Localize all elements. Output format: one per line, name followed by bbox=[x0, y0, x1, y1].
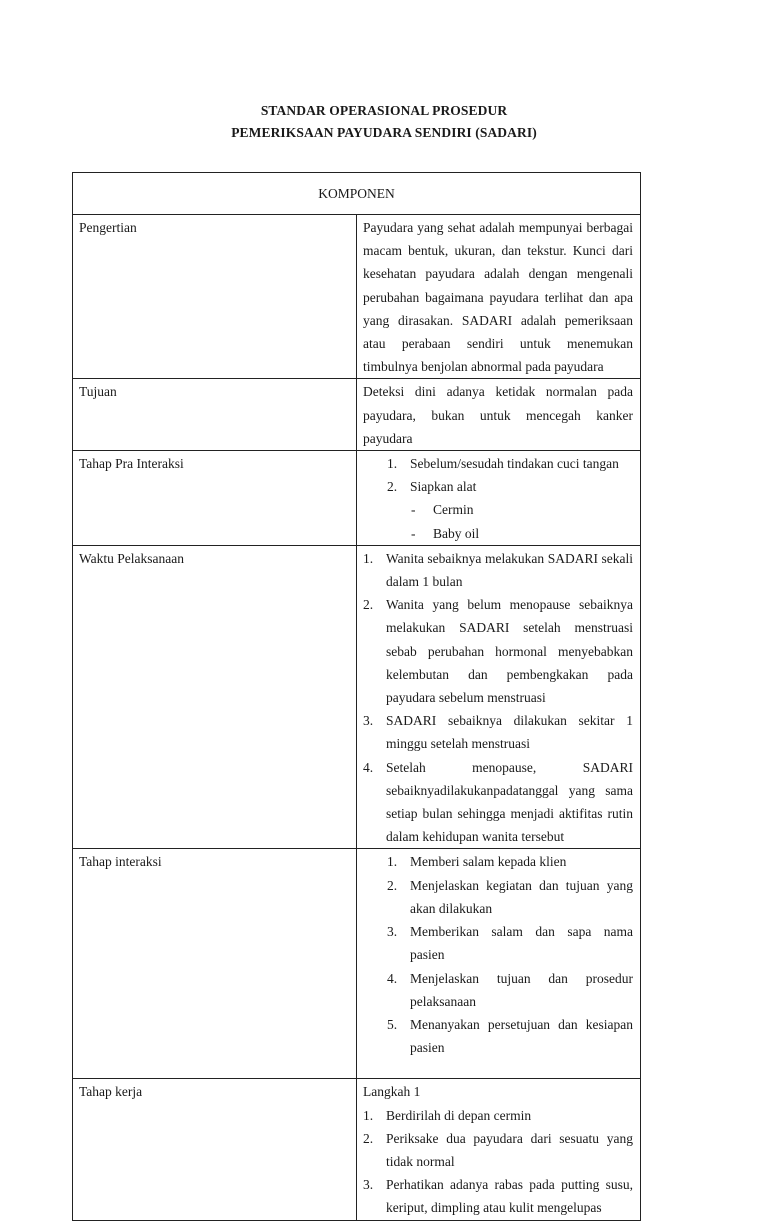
list-text: Menjelaskan tujuan dan prosedur pelaksanaan bbox=[410, 970, 633, 1009]
row-content: Deteksi dini adanya ketidak normalan pada payudara, bukan untuk mencegah kanker payudara bbox=[357, 379, 641, 451]
list-number: 2. bbox=[387, 877, 398, 893]
list-number: 3. bbox=[363, 1177, 374, 1193]
list-number: 4. bbox=[387, 970, 398, 986]
row-label: Tujuan bbox=[73, 379, 357, 451]
spacer bbox=[363, 1059, 633, 1078]
list-item bbox=[363, 709, 633, 755]
document-subtitle: PEMERIKSAAN PAYUDARA SENDIRI (SADARI) bbox=[231, 125, 537, 140]
list-number: 1. bbox=[387, 854, 398, 870]
list-item bbox=[363, 1013, 633, 1059]
list-number: 3. bbox=[387, 924, 398, 940]
table-row-pengertian bbox=[73, 215, 641, 379]
list-number: 5. bbox=[387, 1016, 398, 1032]
row-content: Payudara yang sehat adalah mempunyai berbagai macam bentuk, ukuran, dan tekstur. Kunci dari kesehatan payudara adalah dengan mengenali perubahan bagaimana payudara terlihat dan apa yang dirasakan. SADARI adalah pemeriksaan atau perabaan sendiri untuk menemukan timbulnya benjolan abnormal pada payudara bbox=[357, 215, 641, 379]
list-number: 3. bbox=[363, 713, 374, 729]
sub-list-item bbox=[363, 498, 633, 521]
table-row-tujuan bbox=[73, 379, 641, 451]
list-text: Baby oil bbox=[433, 525, 480, 541]
list-text: Cermin bbox=[433, 502, 474, 518]
list-number: 1. bbox=[363, 1107, 374, 1123]
list-number: 4. bbox=[363, 759, 374, 775]
list-text: Menanyakan persetujuan dan kesiapan pasien bbox=[410, 1016, 633, 1056]
document-title: STANDAR OPERASIONAL PROSEDUR bbox=[260, 103, 508, 118]
row-label: Pengertian bbox=[73, 215, 357, 379]
list-bullet: - bbox=[411, 525, 416, 541]
list-bullet: - bbox=[411, 502, 416, 518]
row-label: Tahap Pra Interaksi bbox=[73, 451, 357, 546]
list-text: SADARI sebaiknya dilakukan sekitar 1 minggu setelah menstruasi bbox=[386, 713, 633, 752]
step-heading: Langkah 1 bbox=[363, 1084, 421, 1100]
list-text: Memberi salam kepada klien bbox=[410, 854, 567, 870]
list-item bbox=[363, 547, 633, 593]
list-text: Menjelaskan kegiatan dan tujuan yang akan dilakukan bbox=[410, 877, 633, 916]
table-row-kerja bbox=[73, 1079, 641, 1220]
list-text: Periksake dua payudara dari sesuatu yang tidak normal bbox=[386, 1130, 633, 1169]
list-item bbox=[363, 1173, 633, 1219]
list-text: Wanita yang belum menopause sebaiknya melakukan SADARI setelah menstruasi sebab perubahan hormonal menyebabkan kelembutan dan pembengkakan pada payudara sebelum menstruasi bbox=[386, 597, 633, 706]
list-text: Sebelum/sesudah tindakan cuci tangan bbox=[410, 456, 619, 472]
list-item bbox=[363, 874, 633, 920]
list-text: Setelah menopause, SADARI sebaiknyadilakukanpadatanggal yang sama setiap bulan sehingga menjadi aktifitas rutin dalam kehidupan wanita tersebut bbox=[386, 759, 633, 845]
row-label: Waktu Pelaksanaan bbox=[73, 545, 357, 849]
list-item bbox=[363, 1104, 633, 1127]
row-content bbox=[357, 451, 641, 546]
list-item bbox=[363, 475, 633, 498]
list-item bbox=[363, 1127, 633, 1173]
row-label: Tahap interaksi bbox=[73, 849, 357, 1079]
table-row-interaksi bbox=[73, 849, 641, 1079]
row-content bbox=[357, 849, 641, 1079]
list-text: Memberikan salam dan sapa nama pasien bbox=[410, 924, 633, 963]
list-text: Perhatikan adanya rabas pada putting susu, keriput, dimpling atau kulit mengelupas bbox=[386, 1177, 633, 1216]
list-text: Wanita sebaiknya melakukan SADARI sekali dalam 1 bulan bbox=[386, 550, 633, 590]
table-row-pra-interaksi bbox=[73, 451, 641, 546]
table-row-waktu bbox=[73, 545, 641, 849]
list-text: Siapkan alat bbox=[410, 479, 477, 495]
list-number: 1. bbox=[387, 456, 398, 472]
list-item bbox=[363, 967, 633, 1013]
row-content bbox=[357, 1079, 641, 1220]
table-header: KOMPONEN bbox=[73, 173, 641, 215]
list-item bbox=[363, 850, 633, 873]
list-item bbox=[363, 452, 633, 475]
row-content bbox=[357, 545, 641, 849]
list-item bbox=[363, 920, 633, 966]
list-number: 2. bbox=[387, 479, 398, 495]
list-item bbox=[363, 593, 633, 709]
sub-list-item bbox=[363, 522, 633, 545]
list-number: 1. bbox=[363, 550, 374, 566]
table-header-row bbox=[73, 173, 641, 215]
row-label: Tahap kerja bbox=[73, 1079, 357, 1220]
sop-table bbox=[72, 172, 641, 1221]
list-number: 2. bbox=[363, 597, 374, 613]
list-item bbox=[363, 756, 633, 849]
list-text: Berdirilah di depan cermin bbox=[386, 1107, 532, 1123]
list-number: 2. bbox=[363, 1130, 374, 1146]
